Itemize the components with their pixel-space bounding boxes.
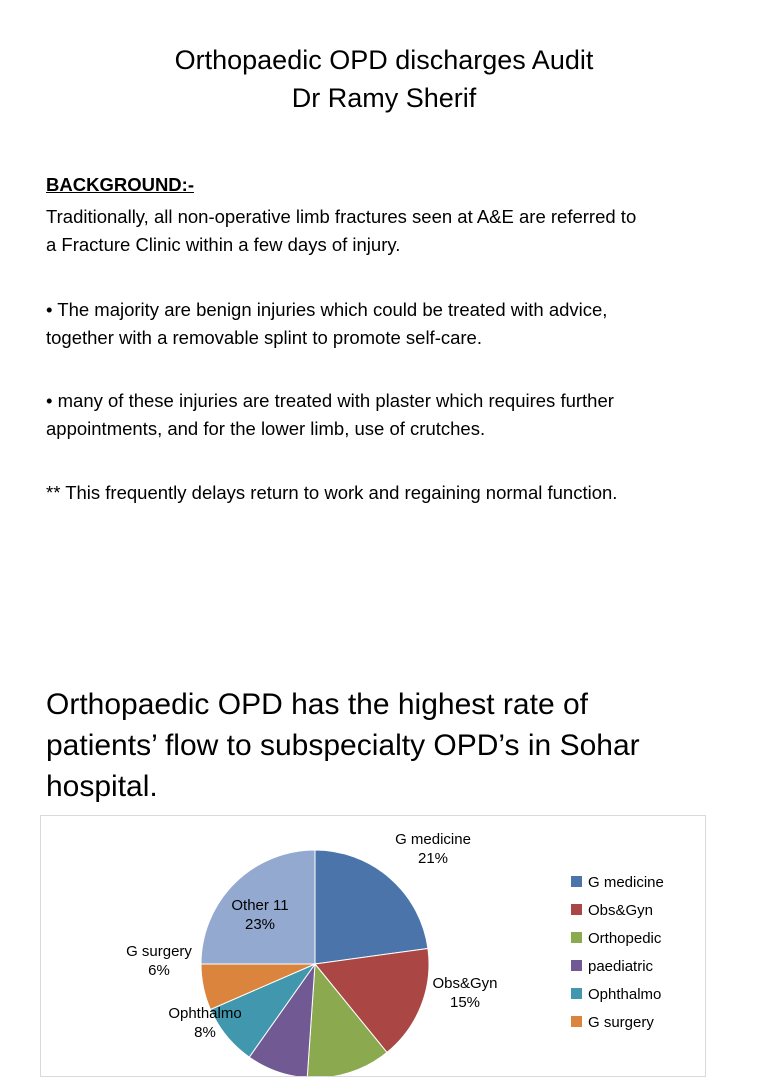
legend-item-orthopedic	[571, 930, 662, 947]
legend-swatch	[571, 876, 582, 887]
legend-label: G surgery	[588, 1014, 654, 1031]
legend-item-g-medicine	[571, 874, 664, 891]
pie-label-other-11: Other 11 23%	[231, 897, 289, 933]
pie-label-obs-gyn: Obs&Gyn 15%	[432, 975, 498, 1011]
pie-label-g-surgery: G surgery 6%	[126, 943, 192, 979]
pie-chart-container	[40, 815, 706, 1077]
background-paragraph-3	[46, 387, 736, 443]
pie-slice-g-medicine	[315, 850, 428, 964]
legend-item-paediatric	[571, 958, 654, 975]
legend-label: Ophthalmo	[588, 986, 662, 1003]
legend-swatch	[571, 932, 582, 943]
paragraph-2-line-2: together with a removable splint to promote self-care.	[46, 327, 482, 348]
background-paragraph-2	[46, 296, 736, 352]
statement-line-3: hospital.	[46, 770, 158, 803]
page-title-line-2: Dr Ramy Sherif	[291, 83, 477, 113]
legend-label: Obs&Gyn	[588, 902, 654, 919]
legend-swatch	[571, 960, 582, 971]
statement-line-2: patients’ flow to subspecialty OPD’s in Sohar	[46, 729, 640, 762]
statement-line-1: Orthopaedic OPD has the highest rate of	[46, 688, 588, 721]
background-paragraph-1	[46, 203, 736, 259]
pie-legend	[571, 874, 664, 1031]
legend-label: paediatric	[588, 958, 654, 975]
legend-item-ophthalmo	[571, 986, 661, 1003]
paragraph-1-line-2: a Fracture Clinic within a few days of injury.	[46, 234, 401, 255]
legend-item-g-surgery	[571, 1014, 654, 1031]
pie-slices	[201, 850, 429, 1076]
background-paragraph-4: ** This frequently delays return to work and regaining normal function.	[46, 482, 618, 503]
page-title-line-1: Orthopaedic OPD discharges Audit	[174, 45, 594, 75]
pie-label-g-medicine: G medicine 21%	[395, 831, 471, 867]
legend-swatch	[571, 904, 582, 915]
paragraph-1-line-1: Traditionally, all non-operative limb fractures seen at A&E are referred to	[46, 206, 637, 227]
paragraph-3-line-2: appointments, and for the lower limb, use of crutches.	[46, 418, 486, 439]
legend-item-obs-gyn	[571, 902, 653, 919]
pie-label-ophthalmo: Ophthalmo 8%	[168, 1005, 242, 1041]
legend-label: Orthopedic	[588, 930, 662, 947]
legend-label: G medicine	[588, 874, 664, 891]
legend-swatch	[571, 988, 582, 999]
background-heading: BACKGROUND:-	[46, 174, 194, 195]
paragraph-3-line-1: • many of these injuries are treated with plaster which requires further	[46, 390, 614, 411]
pie-chart	[41, 816, 705, 1076]
paragraph-2-line-1: • The majority are benign injuries which could be treated with advice,	[46, 299, 608, 320]
legend-swatch	[571, 1016, 582, 1027]
